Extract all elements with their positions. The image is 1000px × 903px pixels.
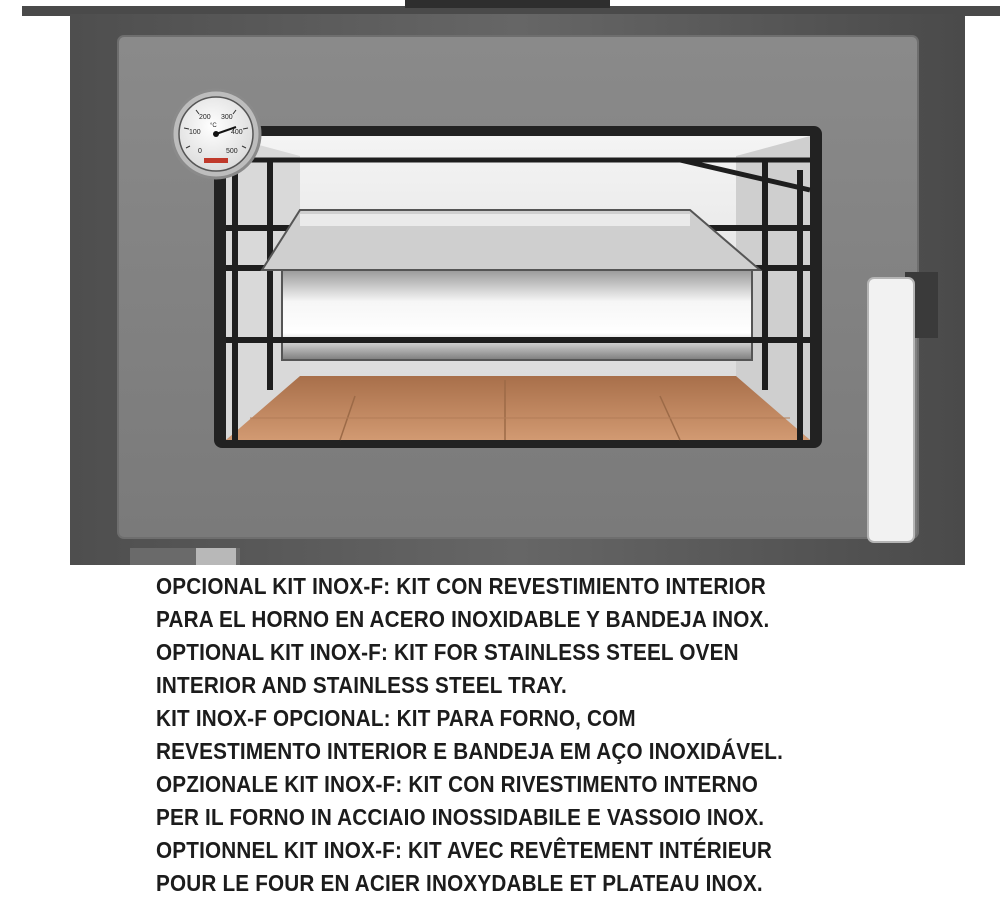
caption-line-en-1: OPTIONAL KIT INOX-F: KIT FOR STAINLESS STEEL OVEN [156,639,739,665]
caption-line-es-2: PARA EL HORNO EN ACERO INOXIDABLE Y BANDEJA INOX. [156,606,770,632]
caption-line-it-2: PER IL FORNO IN ACCIAIO INOSSIDABILE E VASSOIO INOX. [156,804,765,830]
flue-stub [405,0,610,8]
caption-line-en-2: INTERIOR AND STAINLESS STEEL TRAY. [156,672,567,698]
caption-line-fr-2: POUR LE FOUR EN ACIER INOXYDABLE ET PLATEAU INOX. [156,870,763,896]
thermometer-label-0: 0 [198,148,202,155]
thermometer-label-500: 500 [226,148,238,155]
caption-line-pt-1: KIT INOX-F OPCIONAL: KIT PARA FORNO, COM [156,705,636,731]
oven-floor [226,376,810,440]
brand-logo [204,158,228,163]
caption-line-es-1: OPCIONAL KIT INOX-F: KIT CON REVESTIMIENTO INTERIOR [156,573,766,599]
thermometer-icon [172,90,260,178]
thermometer-unit: °C [210,123,217,129]
thermometer-label-200: 200 [199,114,211,121]
caption-line-it-1: OPZIONALE KIT INOX-F: KIT CON RIVESTIMENTO INTERNO [156,771,759,797]
caption-line-pt-2: REVESTIMENTO INTERIOR E BANDEJA EM AÇO INOXIDÁVEL. [156,738,784,764]
thermometer-label-100: 100 [189,129,201,136]
caption-line-fr-1: OPTIONNEL KIT INOX-F: KIT AVEC REVÊTEMENT INTÉRIEUR [156,837,773,863]
product-description [156,570,894,900]
thermometer-label-400: 400 [231,129,243,136]
thermometer-label-300: 300 [221,114,233,121]
